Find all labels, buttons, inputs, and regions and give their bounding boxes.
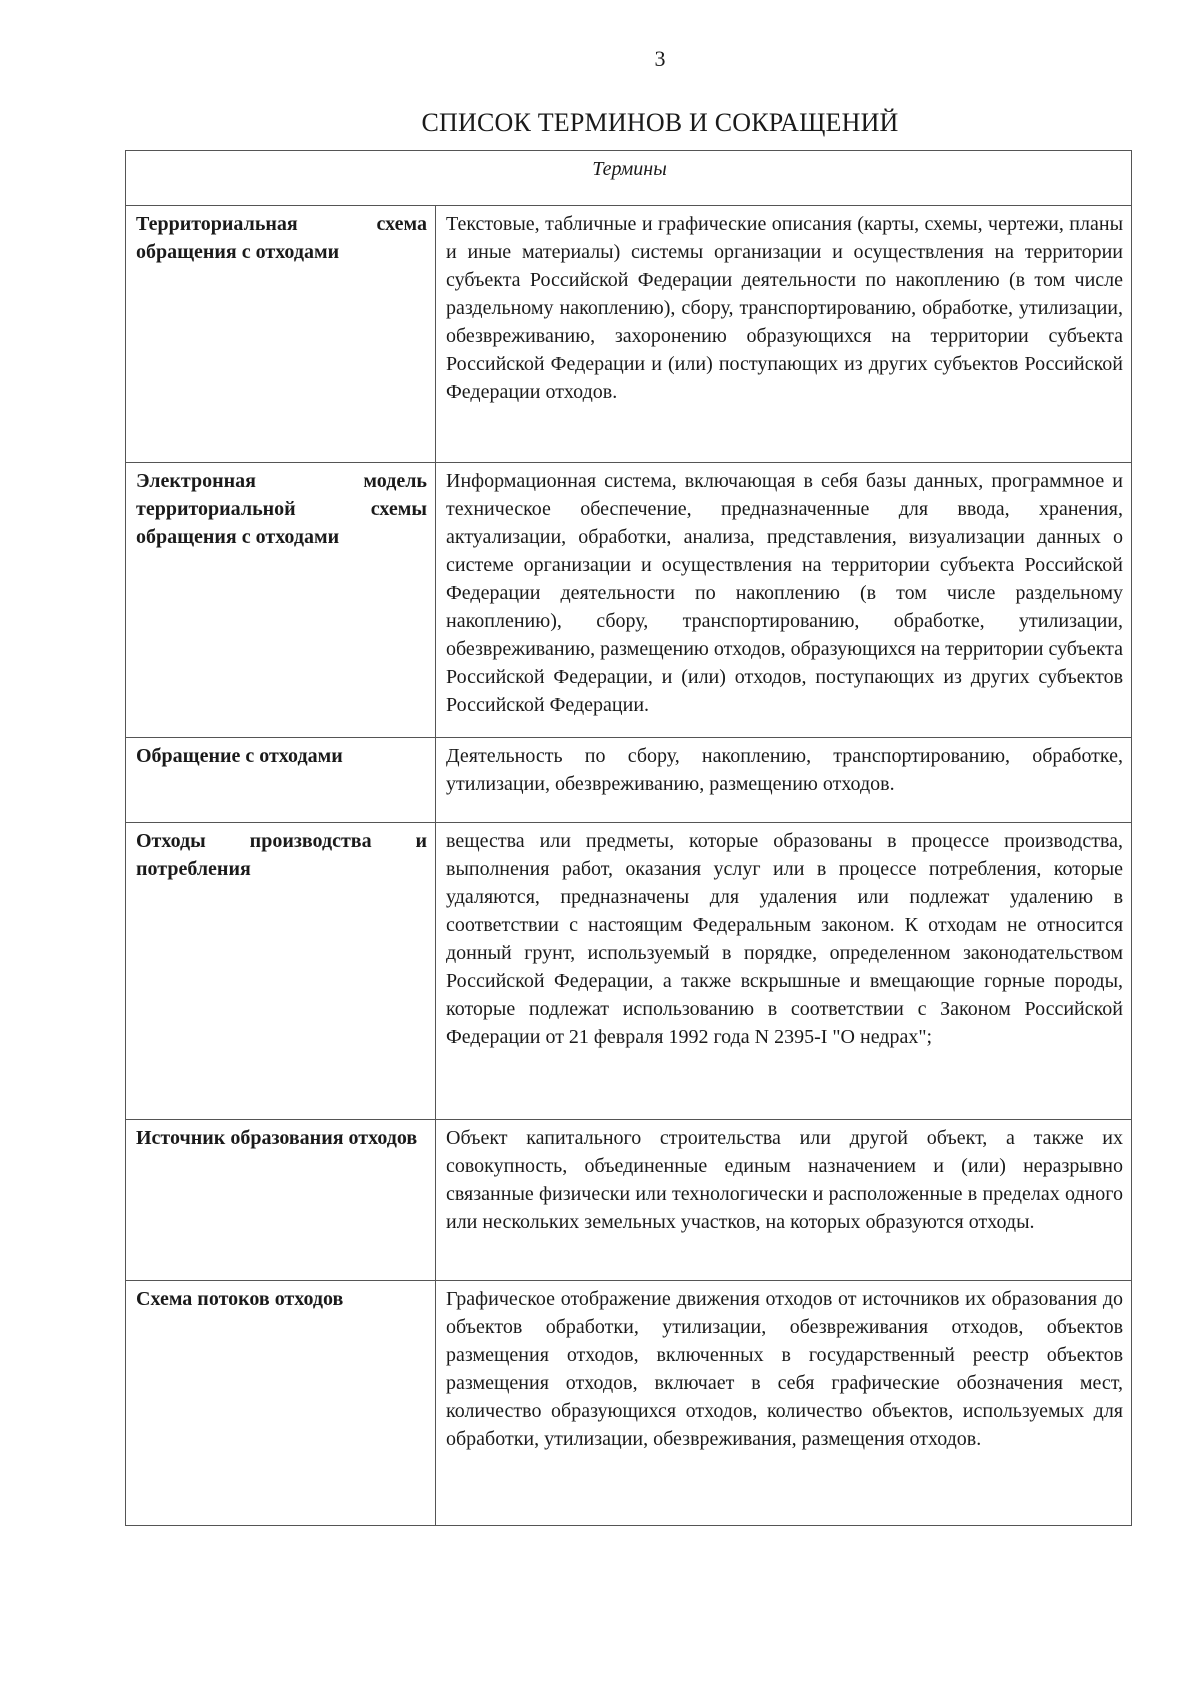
table-row xyxy=(126,1281,1132,1526)
page-number: 3 xyxy=(654,46,666,71)
term-cell: Источник образования отходов xyxy=(126,1120,436,1281)
table-section-header-row xyxy=(126,151,1132,206)
definition-clip: Информационная система, включающая в себя базы данных, программное и техническое обеспечение, предназначенные для ввода, хранения, актуализации, обработки, анализа, представления, визуализации данных о системе организации и осуществления на территории субъекта Российской Федерации деятельности по накоплению (в том числе раздельному накоплению), сбору, транспортированию, обработке, утилизации, обезвреживанию, размещению отходов, образующихся на территории субъекта Российской Федерации, и (или) отходов, поступающих из других субъектов Российской Федерации. xyxy=(446,470,1124,716)
definition-cell: вещества или предметы, которые образованы в процессе производства, выполнения работ, оказания услуг или в процессе потребления, которые удаляются, предназначены для удаления или подлежат удалению в соответствии с настоящим Федеральным законом. К отходам не относится донный грунт, используемый в порядке, определенном законодательством Российской Федерации, а также вскрышные и вмещающие горные породы, которые подлежат использованию в соответствии с Законом Российской Федерации от 21 февраля 1992 года N 2395-I "О недрах"; xyxy=(436,823,1132,1120)
term-cell: Схема потоков отходов xyxy=(126,1281,436,1526)
term-cell: Обращение с отходами xyxy=(126,738,436,823)
definition-cell: Графическое отображение движения отходов от источников их образования до объектов обработки, утилизации, обезвреживания отходов, объектов размещения отходов, включенных в государственный реестр объектов размещения отходов, включает в себя графические обозначения мест, количество образующихся отходов, количество объектов, используемых для обработки, утилизации, обезвреживания, размещения отходов. xyxy=(436,1281,1132,1526)
term-cell: Территориальная схема обращения с отходами xyxy=(126,206,436,463)
definition-cell: Деятельность по сбору, накоплению, транспортированию, обработке, утилизации, обезвреживанию, размещению отходов. xyxy=(436,738,1132,823)
table-row xyxy=(126,463,1132,738)
definition-cell: Текстовые, табличные и графические описания (карты, схемы, чертежи, планы и иные материалы) системы организации и осуществления на территории субъекта Российской Федерации деятельности по накоплению (в том числе раздельному накоплению), сбору, транспортированию, обработке, утилизации, обезвреживанию, захоронению образующихся на территории субъекта Российской Федерации и (или) поступающих из других субъектов Российской Федерации отходов. xyxy=(436,206,1132,463)
term-cell: Отходы производства и потребления xyxy=(126,823,436,1120)
definition-cell: Объект капитального строительства или другой объект, а также их совокупность, объединенные единым назначением и (или) неразрывно связанные физически или технологически и расположенные в пределах одного или нескольких земельных участков, на которых образуются отходы. xyxy=(436,1120,1132,1281)
terms-table xyxy=(125,150,1132,1526)
table-row xyxy=(126,823,1132,1120)
page-title: СПИСОК ТЕРМИНОВ И СОКРАЩЕНИЙ xyxy=(421,108,899,137)
table-row xyxy=(126,206,1132,463)
table-row xyxy=(126,1120,1132,1281)
table-row xyxy=(126,738,1132,823)
section-header: Термины xyxy=(126,151,1132,206)
term-cell: Электронная модель территориальной схемы обращения с отходами xyxy=(126,463,436,738)
definition-cell xyxy=(436,463,1132,738)
